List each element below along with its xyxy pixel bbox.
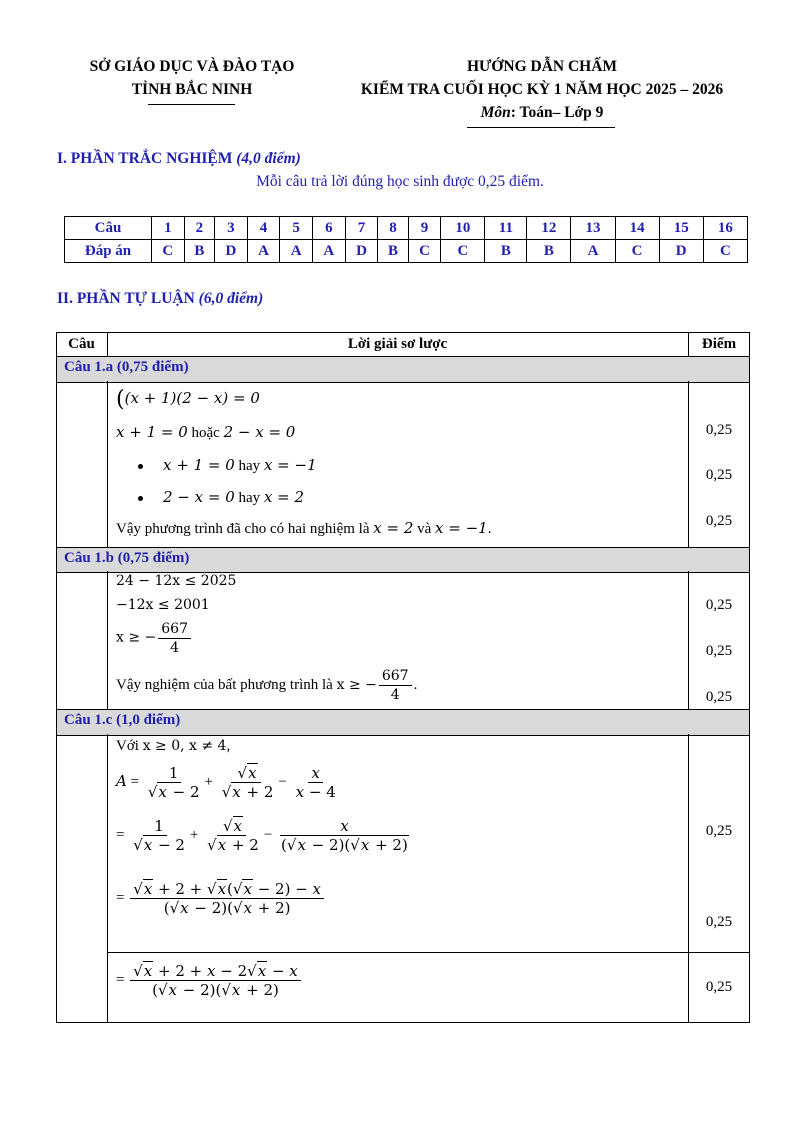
col-divider-2c: [688, 734, 689, 1023]
q1c-heading: Câu 1.c (1,0 điểm): [64, 712, 181, 728]
answer-cell: D: [215, 240, 248, 263]
q1a-heading: Câu 1.a (0,75 điểm): [64, 359, 189, 375]
q1b-step3: x ≥ − $\frac{667}{4}$: [116, 620, 193, 657]
answer-cell: B: [378, 240, 408, 263]
q1b-score-2: 0,25: [705, 643, 733, 659]
q1a-bullet-2: 2 − x = 0 hay x = 2: [138, 488, 304, 507]
answer-table-row-label: Đáp án: [65, 240, 152, 263]
question-number-cell: 16: [703, 217, 747, 240]
q1c-step-2: = $\frac{√x + 2 + √x(√x - 2) - x}{(√x - 2)(√x + 2)}$: [116, 880, 326, 917]
answer-cell: C: [441, 240, 485, 263]
q1c-expression-A: A = $\frac{1}{√x - 2}$ + $\frac{√x}{√x + 2}$ − $\frac{x}{x - 4}$: [116, 764, 336, 801]
answer-table: [64, 216, 748, 263]
answer-table-row-label: Câu: [65, 217, 152, 240]
part1-title: I. PHẦN TRẮC NGHIỆM (4,0 điểm): [57, 150, 301, 167]
answer-cell: A: [313, 240, 346, 263]
q1b-heading: Câu 1.b (0,75 điểm): [64, 550, 190, 566]
col-score-header: Điểm: [701, 336, 737, 352]
answer-cell: A: [247, 240, 280, 263]
bullet-icon: [138, 496, 143, 501]
col-cau-header: Câu: [68, 336, 95, 352]
province-name: TỈNH BẮC NINH: [131, 81, 253, 98]
question-number-cell: 7: [345, 217, 378, 240]
col-divider-2b: [688, 571, 689, 709]
question-number-cell: 6: [313, 217, 346, 240]
answer-cell: C: [152, 240, 185, 263]
exam-title: KIỂM TRA CUỐI HỌC KỲ 1 NĂM HỌC 2025 – 2026: [360, 81, 724, 98]
answer-cell: A: [280, 240, 313, 263]
answer-cell: D: [345, 240, 378, 263]
question-number-cell: 14: [615, 217, 659, 240]
q1a-bullet-1: x + 1 = 0 hay x = −1: [138, 456, 317, 475]
q1c-condition: Với x ≥ 0, x ≠ 4,: [116, 738, 231, 754]
q1b-step2: −12x ≤ 2001: [116, 597, 210, 613]
q1a-score-2: 0,25: [705, 467, 733, 483]
answer-table-answer-row: [65, 240, 748, 263]
q1b-conclusion: Vậy nghiệm của bất phương trình là x ≥ − $\frac{667}{4}$ .: [116, 668, 418, 703]
q1b-score-1: 0,25: [705, 597, 733, 613]
part2-title: II. PHẦN TỰ LUẬN (6,0 điểm): [57, 290, 264, 307]
question-number-cell: 11: [485, 217, 527, 240]
q1c-step-3: = $\frac{√x + 2 + x - 2√x - x}{(√x - 2)(√x + 2)}$: [116, 962, 303, 999]
question-number-cell: 9: [408, 217, 441, 240]
question-number-cell: 10: [441, 217, 485, 240]
q1a-conclusion: Vậy phương trình đã cho có hai nghiệm là x = 2 và x = −1.: [116, 519, 492, 537]
answer-cell: C: [703, 240, 747, 263]
answer-cell: B: [485, 240, 527, 263]
header-right-rule: [467, 127, 615, 128]
doc-title: HƯỚNG DẪN CHẤM: [466, 58, 618, 75]
answer-cell: A: [571, 240, 615, 263]
q1a-step2: x + 1 = 0 hoặc 2 − x = 0: [116, 423, 296, 441]
q1c-step-1: = $\frac{1}{√x - 2}$ + $\frac{√x}{√x + 2}$ − $\frac{x}{(√x - 2)(√x + 2)}$: [116, 817, 408, 854]
col-divider-1: [107, 332, 108, 356]
q1b-score-3: 0,25: [705, 689, 733, 705]
header-left-rule: [148, 104, 235, 105]
col-divider-2: [688, 332, 689, 356]
question-number-cell: 4: [247, 217, 280, 240]
q1c-score-1: 0,25: [705, 823, 733, 839]
question-number-cell: 3: [215, 217, 248, 240]
col-divider-1b: [107, 571, 108, 709]
q1a-score-3: 0,25: [705, 513, 733, 529]
question-number-cell: 12: [527, 217, 571, 240]
question-number-cell: 2: [184, 217, 214, 240]
part1-note: Mỗi câu trả lời đúng học sinh được 0,25 điểm.: [256, 173, 544, 190]
q1c-row-divider: [107, 952, 750, 953]
q1a-score-1: 0,25: [705, 422, 733, 438]
question-number-cell: 15: [659, 217, 703, 240]
answer-cell: C: [408, 240, 441, 263]
answer-table-question-row: [65, 217, 748, 240]
col-divider-2a: [688, 381, 689, 547]
q1c-score-2: 0,25: [705, 914, 733, 930]
q1b-step1: 24 − 12x ≤ 2025: [116, 573, 237, 589]
department-name: SỞ GIÁO DỤC VÀ ĐÀO TẠO: [89, 58, 295, 75]
q1a-equation: ((x + 1)(2 − x) = 0: [116, 387, 260, 412]
bullet-icon: [138, 464, 143, 469]
question-number-cell: 13: [571, 217, 615, 240]
answer-cell: C: [615, 240, 659, 263]
col-divider-1a: [107, 381, 108, 547]
col-solution-header: Lời giải sơ lược: [347, 336, 448, 352]
answer-cell: D: [659, 240, 703, 263]
answer-cell: B: [527, 240, 571, 263]
question-number-cell: 1: [152, 217, 185, 240]
question-number-cell: 8: [378, 217, 408, 240]
question-number-cell: 5: [280, 217, 313, 240]
col-divider-1c: [107, 734, 108, 1023]
q1c-score-3: 0,25: [705, 979, 733, 995]
answer-cell: B: [184, 240, 214, 263]
subject-line: Môn: Toán– Lớp 9: [480, 104, 604, 121]
